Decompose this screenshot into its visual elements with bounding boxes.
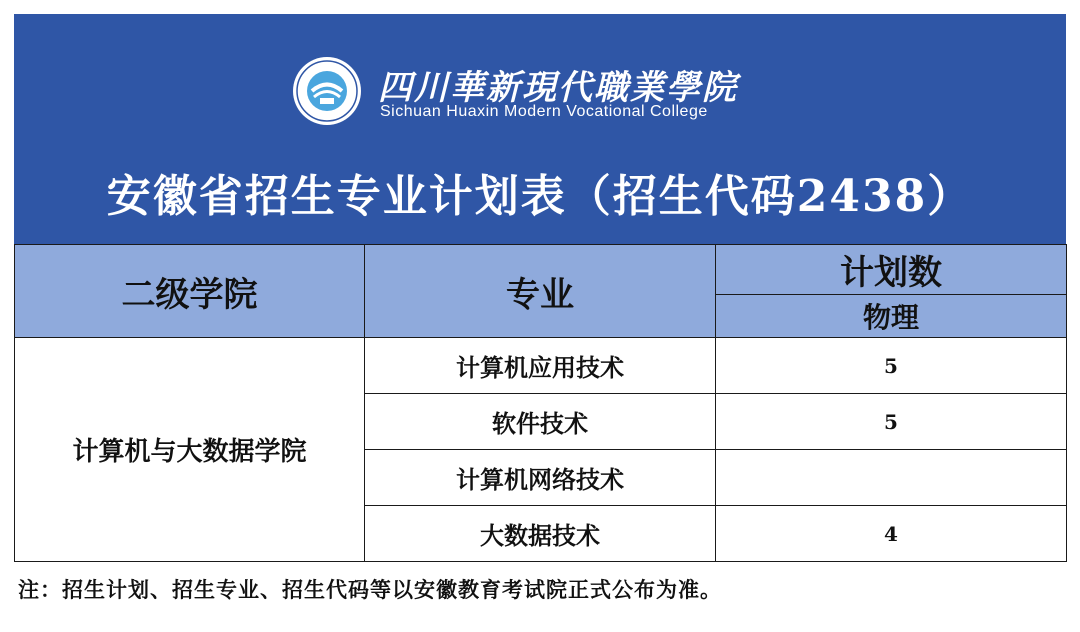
- major-cell: 计算机应用技术: [365, 338, 716, 394]
- logo-english-name: Sichuan Huaxin Modern Vocational College: [380, 103, 708, 120]
- header-physics: 物理: [716, 295, 1067, 338]
- major-cell: 软件技术: [365, 394, 716, 450]
- college-name-cell: 计算机与大数据学院: [15, 338, 365, 562]
- header-college: 二级学院: [15, 245, 365, 338]
- major-cell: 计算机网络技术: [365, 450, 716, 506]
- college-seal-icon: [292, 56, 362, 126]
- header-major: 专业: [365, 245, 716, 338]
- footnote: 注：招生计划、招生专业、招生代码等以安徽教育考试院正式公布为准。: [18, 577, 722, 602]
- enrollment-plan-table: [14, 244, 1067, 562]
- header-plan-count: 计划数: [716, 245, 1067, 295]
- table-row: [15, 338, 1067, 394]
- count-cell: 4: [716, 506, 1067, 562]
- header-banner: [14, 14, 1066, 244]
- college-logo: [292, 56, 762, 136]
- count-cell: 5: [716, 394, 1067, 450]
- major-cell: 大数据技术: [365, 506, 716, 562]
- count-cell: 5: [716, 338, 1067, 394]
- count-cell: [716, 450, 1067, 506]
- logo-chinese-name: 四川華新現代職業學院: [378, 68, 738, 108]
- page-title: 安徽省招生专业计划表（招生代码2438）: [106, 171, 974, 222]
